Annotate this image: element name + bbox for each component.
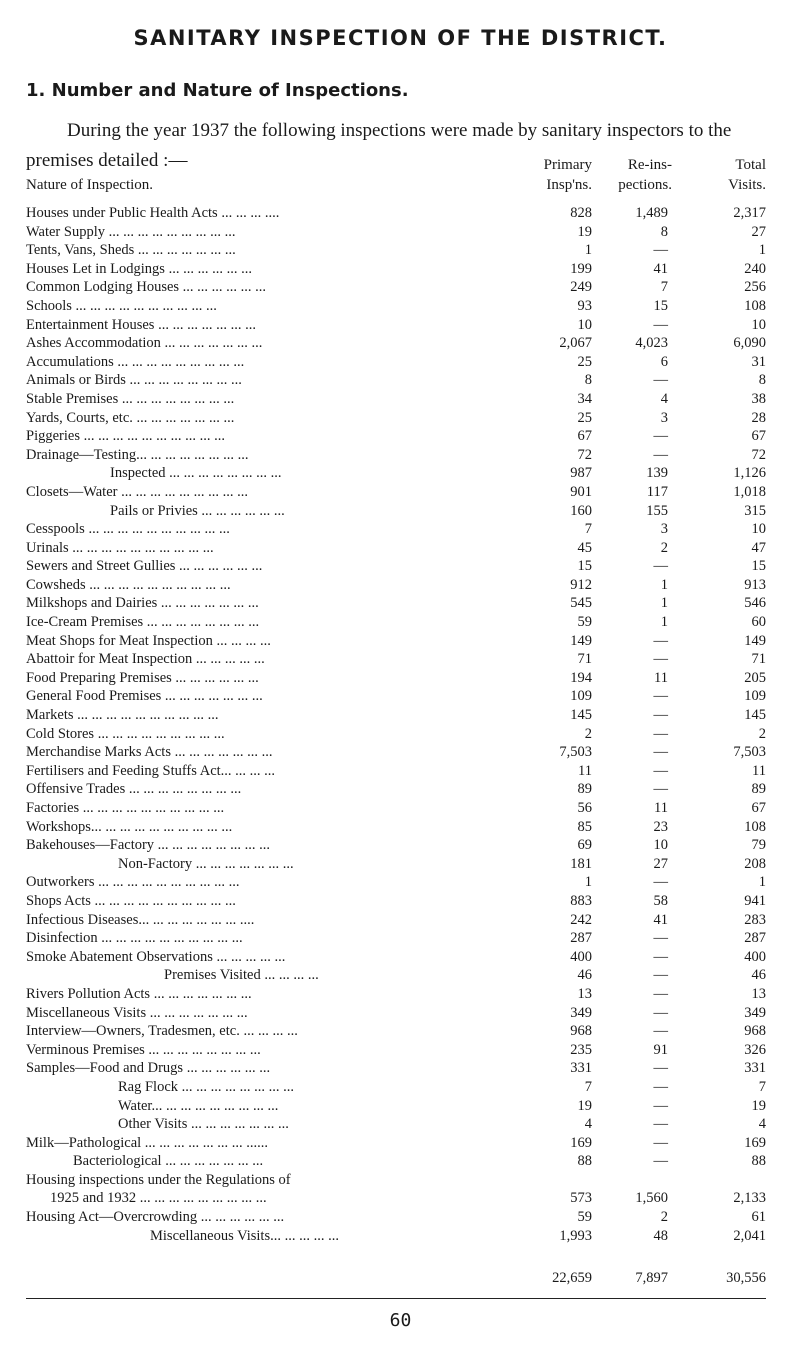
row-label: Offensive Trades ... ... ... ... ... ... ... ...: [26, 781, 242, 798]
total-value: 240: [744, 260, 766, 277]
reinspection-value: 4: [660, 390, 668, 407]
total-value: 2,133: [733, 1190, 766, 1207]
total-value: 287: [744, 930, 766, 947]
total-value: 79: [751, 837, 766, 854]
reinspection-value: 2: [660, 539, 668, 556]
table-row: [26, 948, 766, 967]
primary-value: 85: [577, 818, 592, 835]
row-label: Markets ... ... ... ... ... ... ... ... ... ...: [26, 707, 219, 724]
reinspection-value: 11: [654, 669, 668, 686]
table-row: [26, 780, 766, 799]
total-value: 2,317: [733, 205, 766, 221]
primary-value: 72: [577, 446, 592, 463]
total-value: 60: [751, 614, 766, 631]
reinspection-value: —: [653, 744, 668, 761]
column-header-nature: Nature of Inspection.: [26, 177, 154, 193]
total-value: 283: [744, 911, 766, 928]
table-row: [26, 1134, 766, 1153]
primary-value: 349: [570, 1004, 592, 1021]
row-label: Samples—Food and Drugs ... ... ... ... ... ...: [26, 1060, 271, 1077]
primary-value: 545: [570, 595, 592, 612]
table-row: [26, 1115, 766, 1134]
row-label: Merchandise Marks Acts ... ... ... ... ... ... ...: [26, 744, 273, 761]
total-value: 7: [758, 1078, 766, 1095]
row-label: Cesspools ... ... ... ... ... ... ... ... ... ...: [26, 521, 230, 538]
primary-value: 89: [577, 781, 592, 798]
total-value: 4: [758, 1116, 766, 1133]
total-value: 38: [751, 390, 766, 407]
table-row: [26, 818, 766, 837]
primary-value: 25: [577, 409, 592, 426]
row-label: 1925 and 1932 ... ... ... ... ... ... ... ... ...: [50, 1190, 267, 1207]
total-value: 331: [744, 1060, 766, 1077]
table-row: [26, 725, 766, 744]
table-row: [26, 613, 766, 632]
column-header-total: Total Visits.: [728, 157, 766, 193]
primary-value: 59: [577, 1209, 592, 1226]
primary-value: 1: [584, 242, 592, 259]
reinspection-value: 48: [653, 1227, 668, 1244]
row-label: Pails or Privies ... ... ... ... ... ...: [110, 502, 285, 519]
row-label: Cold Stores ... ... ... ... ... ... ... ... ...: [26, 725, 225, 742]
reinspection-value: —: [653, 781, 668, 798]
table-row: [26, 966, 766, 985]
table-row: [26, 1208, 766, 1227]
primary-value: 11: [578, 762, 592, 779]
total-visits: 30,556: [726, 1270, 766, 1286]
total-value: 208: [744, 855, 766, 872]
section-title: 1. Number and Nature of Inspections.: [26, 80, 409, 101]
total-value: 108: [744, 818, 766, 835]
primary-value: 8: [584, 372, 592, 389]
reinspection-value: 4,023: [635, 335, 668, 352]
primary-value: 1,993: [559, 1227, 592, 1244]
reinspection-value: 41: [653, 911, 668, 928]
total-value: 67: [751, 428, 766, 445]
row-label: Inspected ... ... ... ... ... ... ... ...: [110, 465, 282, 482]
table-row: [26, 799, 766, 818]
reinspection-value: 41: [653, 260, 668, 277]
row-label: Sewers and Street Gullies ... ... ... ... ... ...: [26, 558, 263, 575]
primary-value: 199: [570, 260, 592, 277]
table-row: [26, 650, 766, 669]
row-label: Common Lodging Houses ... ... ... ... ... ...: [26, 279, 267, 296]
reinspection-value: —: [653, 1023, 668, 1040]
primary-value: 987: [570, 465, 592, 482]
primary-value: 69: [577, 837, 592, 854]
row-label: Drainage—Testing... ... ... ... ... ... ... ...: [26, 446, 249, 463]
row-label: Abattoir for Meat Inspection ... ... ... ... ...: [26, 651, 265, 668]
row-label: Tents, Vans, Sheds ... ... ... ... ... ... ...: [26, 242, 236, 259]
row-label: Accumulations ... ... ... ... ... ... ... ... ...: [26, 353, 245, 370]
primary-value: 88: [577, 1153, 592, 1170]
table-row: [26, 892, 766, 911]
reinspection-value: —: [653, 1097, 668, 1114]
row-label: Bacteriological ... ... ... ... ... ... ...: [73, 1153, 264, 1170]
reinspection-value: —: [653, 242, 668, 259]
row-label: Closets—Water ... ... ... ... ... ... ... ... ...: [26, 483, 248, 500]
primary-value: 109: [570, 688, 592, 705]
row-label: Rag Flock ... ... ... ... ... ... ... ...: [118, 1078, 295, 1095]
table-row: [26, 390, 766, 409]
primary-value: 573: [570, 1190, 592, 1207]
row-label: Smoke Abatement Observations ... ... ... ... ...: [26, 948, 286, 965]
total-value: 47: [751, 539, 766, 556]
table-row: [26, 371, 766, 390]
reinspection-value: —: [653, 948, 668, 965]
primary-value: 287: [570, 930, 592, 947]
table-row: [26, 1059, 766, 1078]
reinspection-value: —: [653, 1153, 668, 1170]
row-label: Meat Shops for Meat Inspection ... ... ... ...: [26, 632, 271, 649]
row-label: Shops Acts ... ... ... ... ... ... ... ... ... ...: [26, 892, 236, 909]
table-row: [26, 520, 766, 539]
row-label: Houses under Public Health Acts ... ... ... ....: [26, 205, 280, 221]
reinspection-value: —: [653, 558, 668, 575]
primary-value: 15: [577, 558, 592, 575]
total-value: 349: [744, 1004, 766, 1021]
reinspection-value: 1: [660, 614, 668, 631]
row-label: Water Supply ... ... ... ... ... ... ... ... ...: [26, 223, 236, 240]
total-value: 67: [751, 800, 766, 816]
table-row: [26, 1227, 766, 1246]
primary-value: 19: [577, 223, 592, 240]
reinspection-value: 1: [660, 576, 668, 593]
total-value: 109: [744, 688, 766, 705]
inspection-table: [26, 204, 766, 1245]
total-value: 61: [751, 1209, 766, 1226]
row-label: Factories ... ... ... ... ... ... ... ... ... ...: [26, 800, 225, 816]
reinspection-value: 3: [660, 521, 668, 538]
primary-value: 10: [577, 316, 592, 333]
reinspection-value: 117: [646, 483, 668, 500]
primary-value: 2,067: [559, 335, 592, 352]
primary-value: 901: [570, 483, 592, 500]
reinspection-value: —: [653, 632, 668, 649]
table-row: [26, 1041, 766, 1060]
primary-value: 883: [570, 892, 592, 909]
reinspection-value: —: [653, 762, 668, 779]
total-value: 11: [752, 762, 766, 779]
total-value: 27: [751, 223, 766, 240]
row-label: Premises Visited ... ... ... ...: [164, 967, 319, 984]
reinspection-value: 155: [646, 502, 668, 519]
table-row: [26, 502, 766, 521]
row-label: Miscellaneous Visits... ... ... ... ...: [150, 1227, 339, 1244]
primary-value: 7: [584, 521, 592, 538]
table-row: [26, 297, 766, 316]
total-value: 256: [744, 279, 766, 296]
primary-value: 912: [570, 576, 592, 593]
table-row: [26, 557, 766, 576]
table-row: [26, 687, 766, 706]
total-value: 19: [751, 1097, 766, 1114]
primary-value: 13: [577, 985, 592, 1002]
table-row: [26, 576, 766, 595]
table-row: [26, 836, 766, 855]
primary-value: 828: [570, 205, 592, 221]
table-row: [26, 223, 766, 242]
table-row: [26, 1189, 766, 1208]
total-value: 6,090: [733, 335, 766, 352]
total-reinspections: 7,897: [635, 1270, 668, 1286]
table-row: [26, 316, 766, 335]
total-value: 169: [744, 1134, 766, 1151]
row-label: Urinals ... ... ... ... ... ... ... ... ... ...: [26, 539, 214, 556]
reinspection-value: —: [653, 1116, 668, 1133]
totals-row: [26, 1270, 766, 1290]
total-value: 108: [744, 297, 766, 314]
row-label: Verminous Premises ... ... ... ... ... ... ... ...: [26, 1041, 261, 1058]
total-value: 72: [751, 446, 766, 463]
table-row: [26, 204, 766, 223]
table-row: [26, 929, 766, 948]
primary-value: 2: [584, 725, 592, 742]
row-label: Piggeries ... ... ... ... ... ... ... ... ... ...: [26, 428, 225, 445]
reinspection-value: —: [653, 725, 668, 742]
table-row: [26, 483, 766, 502]
table-row: [26, 911, 766, 930]
total-value: 968: [744, 1023, 766, 1040]
row-label: Ashes Accommodation ... ... ... ... ... ... ...: [26, 335, 263, 352]
row-label: Milkshops and Dairies ... ... ... ... ... ... ...: [26, 595, 259, 612]
total-value: 89: [751, 781, 766, 798]
primary-value: 4: [584, 1116, 592, 1133]
primary-value: 181: [570, 855, 592, 872]
total-value: 326: [744, 1041, 766, 1058]
reinspection-value: —: [653, 316, 668, 333]
row-label: Other Visits ... ... ... ... ... ... ...: [118, 1116, 289, 1133]
primary-value: 56: [577, 800, 592, 816]
row-label: Cowsheds ... ... ... ... ... ... ... ... ... ...: [26, 576, 231, 593]
bottom-rule: [26, 1298, 766, 1299]
primary-value: 331: [570, 1060, 592, 1077]
table-row: [26, 706, 766, 725]
row-label: Disinfection ... ... ... ... ... ... ... ... ... ...: [26, 930, 243, 947]
table-row: [26, 1097, 766, 1116]
total-value: 546: [744, 595, 766, 612]
row-label: Houses Let in Lodgings ... ... ... ... ... ...: [26, 260, 252, 277]
primary-value: 149: [570, 632, 592, 649]
table-row: [26, 1004, 766, 1023]
total-value: 71: [751, 651, 766, 668]
reinspection-value: 15: [653, 297, 668, 314]
table-row: [26, 632, 766, 651]
row-label: Water... ... ... ... ... ... ... ... ...: [118, 1097, 279, 1114]
total-value: 2: [758, 725, 766, 742]
row-label: Entertainment Houses ... ... ... ... ... ... ...: [26, 316, 256, 333]
primary-value: 235: [570, 1041, 592, 1058]
primary-value: 59: [577, 614, 592, 631]
reinspection-value: 10: [653, 837, 668, 854]
total-value: 7,503: [733, 744, 766, 761]
reinspection-value: —: [653, 428, 668, 445]
reinspection-value: 23: [653, 818, 668, 835]
reinspection-value: —: [653, 874, 668, 891]
table-row: [26, 873, 766, 892]
reinspection-value: —: [653, 651, 668, 668]
total-value: 15: [751, 558, 766, 575]
total-value: 10: [751, 316, 766, 333]
reinspection-value: —: [653, 1060, 668, 1077]
primary-value: 25: [577, 353, 592, 370]
primary-value: 45: [577, 539, 592, 556]
total-value: 149: [744, 632, 766, 649]
primary-value: 71: [577, 651, 592, 668]
row-label: Miscellaneous Visits ... ... ... ... ... ... ...: [26, 1004, 248, 1021]
row-label: Infectious Diseases... ... ... ... ... ... ... ....: [26, 911, 255, 928]
reinspection-value: 8: [660, 223, 668, 240]
reinspection-value: 3: [660, 409, 668, 426]
page-number: 60: [389, 1310, 412, 1331]
reinspection-value: 139: [646, 465, 668, 482]
row-label: Yards, Courts, etc. ... ... ... ... ... ... ...: [26, 409, 235, 426]
primary-value: 67: [577, 428, 592, 445]
table-row: [26, 743, 766, 762]
total-value: 1,126: [733, 465, 766, 482]
primary-value: 46: [577, 967, 592, 984]
primary-value: 145: [570, 707, 592, 724]
primary-value: 169: [570, 1134, 592, 1151]
row-label: Workshops... ... ... ... ... ... ... ... ... ...: [26, 818, 233, 835]
primary-value: 7,503: [559, 744, 592, 761]
row-label: General Food Premises ... ... ... ... ... ... ...: [26, 688, 263, 705]
table-row: [26, 855, 766, 874]
row-label: Interview—Owners, Tradesmen, etc. ... ... ... ...: [26, 1023, 298, 1040]
row-label: Ice-Cream Premises ... ... ... ... ... ... ... ...: [26, 614, 260, 631]
reinspection-value: 1,489: [635, 205, 668, 221]
total-primary: 22,659: [552, 1270, 592, 1286]
table-row: [26, 409, 766, 428]
total-value: 31: [751, 353, 766, 370]
total-value: 28: [751, 409, 766, 426]
total-value: 1: [758, 874, 766, 891]
reinspection-value: —: [653, 930, 668, 947]
reinspection-value: 7: [660, 279, 668, 296]
table-row: [26, 1171, 766, 1190]
total-value: 10: [751, 521, 766, 538]
table-row: [26, 985, 766, 1004]
column-header-reinspections: Re-ins- pections.: [618, 157, 672, 193]
primary-value: 968: [570, 1023, 592, 1040]
row-label: Fertilisers and Feeding Stuffs Act... ... ... ...: [26, 762, 276, 779]
total-value: 8: [758, 372, 766, 389]
table-row: [26, 260, 766, 279]
row-label: Housing Act—Overcrowding ... ... ... ... ... ...: [26, 1209, 285, 1226]
primary-value: 93: [577, 297, 592, 314]
primary-value: 400: [570, 948, 592, 965]
primary-value: 1: [584, 874, 592, 891]
table-row: [26, 278, 766, 297]
row-label: Housing inspections under the Regulations of: [26, 1171, 291, 1188]
reinspection-value: 6: [660, 353, 668, 370]
table-row: [26, 1078, 766, 1097]
total-value: 145: [744, 707, 766, 724]
reinspection-value: —: [653, 985, 668, 1002]
primary-value: 194: [570, 669, 592, 686]
row-label: Bakehouses—Factory ... ... ... ... ... ... ... ...: [26, 837, 271, 854]
total-value: 2,041: [733, 1227, 766, 1244]
primary-value: 160: [570, 502, 592, 519]
primary-value: 19: [577, 1097, 592, 1114]
table-row: [26, 539, 766, 558]
table-row: [26, 762, 766, 781]
total-value: 205: [744, 669, 766, 686]
primary-value: 249: [570, 279, 592, 296]
table-row: [26, 1152, 766, 1171]
total-value: 941: [744, 892, 766, 909]
total-value: 88: [751, 1153, 766, 1170]
total-value: 1,018: [733, 483, 766, 500]
reinspection-value: 1: [660, 595, 668, 612]
table-row: [26, 446, 766, 465]
column-header-primary: Primary Insp'ns.: [543, 157, 592, 193]
total-value: 913: [744, 576, 766, 593]
table-row: [26, 464, 766, 483]
row-label: Schools ... ... ... ... ... ... ... ... ... ...: [26, 297, 217, 314]
primary-value: 34: [577, 390, 592, 407]
row-label: Stable Premises ... ... ... ... ... ... ... ...: [26, 390, 235, 407]
reinspection-value: 58: [653, 892, 668, 909]
reinspection-value: —: [653, 688, 668, 705]
table-row: [26, 1022, 766, 1041]
reinspection-value: 11: [654, 800, 668, 816]
primary-value: 7: [584, 1078, 592, 1095]
reinspection-value: 2: [660, 1209, 668, 1226]
reinspection-value: —: [653, 1078, 668, 1095]
row-label: Milk—Pathological ... ... ... ... ... ... ... ......: [26, 1134, 269, 1151]
reinspection-value: —: [653, 446, 668, 463]
intro-paragraph: During the year 1937 the following inspections were made by sanitary inspectors to the premises detailed :—: [26, 120, 732, 171]
total-value: 1: [758, 242, 766, 259]
reinspection-value: —: [653, 1134, 668, 1151]
total-value: 400: [744, 948, 766, 965]
reinspection-value: —: [653, 372, 668, 389]
table-row: [26, 427, 766, 446]
reinspection-value: 27: [653, 855, 668, 872]
primary-value: 242: [570, 911, 592, 928]
reinspection-value: 1,560: [635, 1190, 668, 1207]
row-label: Food Preparing Premises ... ... ... ... ... ...: [26, 669, 259, 686]
reinspection-value: —: [653, 707, 668, 724]
table-row: [26, 353, 766, 372]
reinspection-value: —: [653, 967, 668, 984]
row-label: Outworkers ... ... ... ... ... ... ... ... ... ...: [26, 874, 240, 891]
total-value: 46: [751, 967, 766, 984]
table-row: [26, 594, 766, 613]
table-row: [26, 334, 766, 353]
total-value: 13: [751, 985, 766, 1002]
reinspection-value: 91: [653, 1041, 668, 1058]
row-label: Rivers Pollution Acts ... ... ... ... ... ... ...: [26, 985, 252, 1002]
table-row: [26, 241, 766, 260]
total-value: 315: [744, 502, 766, 519]
reinspection-value: —: [653, 1004, 668, 1021]
page-heading: SANITARY INSPECTION OF THE DISTRICT.: [133, 26, 668, 50]
row-label: Animals or Birds ... ... ... ... ... ... ... ...: [26, 372, 242, 389]
row-label: Non-Factory ... ... ... ... ... ... ...: [118, 855, 294, 872]
table-row: [26, 669, 766, 688]
